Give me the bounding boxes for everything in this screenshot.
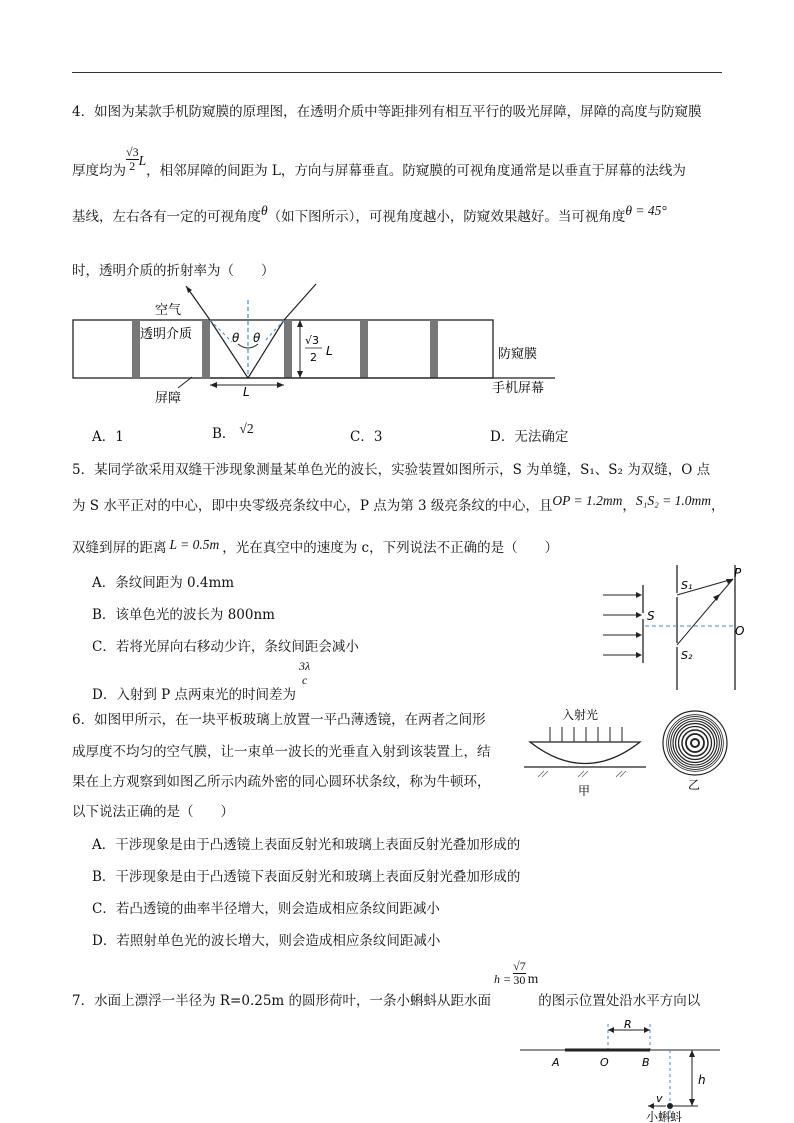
dim-h-den: 2 (310, 351, 317, 364)
q5-figure (595, 565, 745, 695)
q4-line4: 时，透明介质的折射率为（ ） (72, 263, 275, 279)
label-incident: 入射光 (562, 708, 599, 722)
q5-option-a: A．条纹间距为 0.4mm (92, 575, 235, 591)
label-h: h (698, 1073, 706, 1087)
ray-right-in (248, 320, 284, 378)
q6-option-c: C．若凸透镜的曲率半径增大，则会造成相应条纹间距减小 (92, 901, 440, 917)
q6-option-d: D．若照射单色光的波长增大，则会造成相应条纹间距减小 (92, 933, 441, 949)
q5-line2: 为 S 水平正对的中心，即中央零级亮条纹中心，P 点为第 3 级亮条纹的中心，且OP = 1.2mm，S₁S₂ = 1.0mm， (72, 493, 725, 514)
q6-line4: 以下说法正确的是（ ） (72, 804, 234, 820)
q6-option-a: A．干涉现象是由于凸透镜上表面反射光和玻璃上表面反射光叠加形成的 (92, 837, 521, 853)
barrier-5 (430, 320, 438, 378)
q4-option-c: C．3 (350, 429, 383, 445)
q4-fraction: $\frac{√3}{2}$ (126, 145, 139, 173)
ray-left-in (210, 320, 248, 378)
ray-right-out (284, 284, 316, 320)
label-P: P (734, 566, 742, 580)
label-air: 空气 (155, 303, 182, 318)
q7-h-fraction: $\frac{√7}{30}$ (513, 959, 526, 987)
q4-line1: 4．如图为某款手机防窥膜的原理图，在透明介质中等距排列有相互平行的吸光屏障，屏障的高度与防窥膜 (72, 104, 702, 120)
q7-figure (520, 1020, 720, 1123)
q6-line3: 果在上方观察到如图乙所示内疏外密的同心圆环状条纹，称为牛顿环， (72, 774, 491, 790)
label-screen: 手机屏幕 (492, 381, 545, 396)
label-O: O (600, 1056, 609, 1069)
q5-d-fraction: 3λ c (299, 659, 311, 687)
q5-option-d: D．入射到 P 点两束光的时间差为 3λ c (92, 659, 311, 703)
q4-figure (60, 280, 580, 410)
q6-figure-yi (660, 705, 730, 820)
q5-line1: 5．某同学欲采用双缝干涉现象测量某单色光的波长，实验装置如图所示，S 为单缝，S₁、S₂ 为双缝，O 点 (72, 462, 711, 478)
label-S1: S₁ (681, 579, 693, 592)
q6-option-b: B．干涉现象是由于凸透镜下表面反射光和玻璃上表面反射光叠加形成的 (92, 869, 521, 885)
guide-left (210, 320, 232, 342)
label-O: O (735, 624, 745, 638)
label-S: S (647, 609, 655, 623)
label-film: 防窥膜 (498, 347, 538, 362)
label-jia: 甲 (578, 784, 591, 798)
label-medium: 透明介质 (140, 327, 193, 342)
q4-option-a: A．1 (92, 429, 124, 445)
barrier-2 (202, 320, 210, 378)
q4-line3: 基线，左右各有一定的可视角度θ（如下图所示），可视角度越小，防窥效果越好。当可视角度θ = 45° (72, 203, 667, 225)
label-v: v (656, 1092, 663, 1105)
q4-line2-text: 厚度均为 (72, 162, 126, 179)
q7-line1: 7．水面上漂浮一半径为 R=0.25m 的圆形荷叶，一条小蝌蚪从距水面h = $\frac{√7}{30}$ m的图示位置处沿水平方向以 (72, 959, 701, 1009)
dim-L-label: L (243, 385, 250, 399)
label-yi: 乙 (688, 778, 701, 792)
header-rule (72, 72, 722, 73)
q5-line3: 双缝到屏的距离 L = 0.5m ，光在真空中的速度为 c，下列说法不正确的是（ ） (72, 537, 559, 556)
theta-right: θ (253, 331, 261, 345)
barrier-4 (360, 320, 368, 378)
ray-left-arrow (186, 286, 192, 293)
q4-option-b: B． √2 (212, 421, 254, 442)
q5-option-b: B．该单色光的波长为 800nm (92, 607, 275, 623)
label-tadpole: 小蝌蚪 (646, 1110, 683, 1123)
barrier-1 (132, 320, 140, 378)
dim-h-num: √3 (305, 334, 320, 347)
dim-h-var: L (326, 344, 333, 358)
tadpole-dot (667, 1103, 673, 1109)
label-B: B (642, 1056, 650, 1069)
q6-line2: 成厚度不均匀的空气膜，让一束单一波长的光垂直入射到该装置上，结 (72, 744, 491, 760)
q4-option-d: D．无法确定 (490, 429, 569, 445)
q6-figure-jia (520, 705, 650, 820)
q6-line1: 6．如图甲所示，在一块平板玻璃上放置一平凸薄透镜，在两者之间形 (72, 712, 486, 728)
theta-left: θ (232, 331, 240, 345)
guide-right (264, 320, 284, 342)
q5-option-c: C．若将光屏向右移动少许，条纹间距会减小 (92, 639, 359, 655)
label-S2: S₂ (681, 649, 693, 662)
label-barrier: 屏障 (155, 391, 182, 406)
label-A: A (552, 1056, 560, 1069)
barrier-3 (284, 320, 292, 378)
q4-line2: 厚度均为 $\frac{√3}{2}$ L，相邻屏障的间距为 L，方向与屏幕垂直。防窥膜的可视角度通常是以垂直于屏幕的法线为 (72, 145, 686, 179)
plano-convex-lens (530, 742, 640, 764)
label-R: R (624, 1020, 632, 1031)
